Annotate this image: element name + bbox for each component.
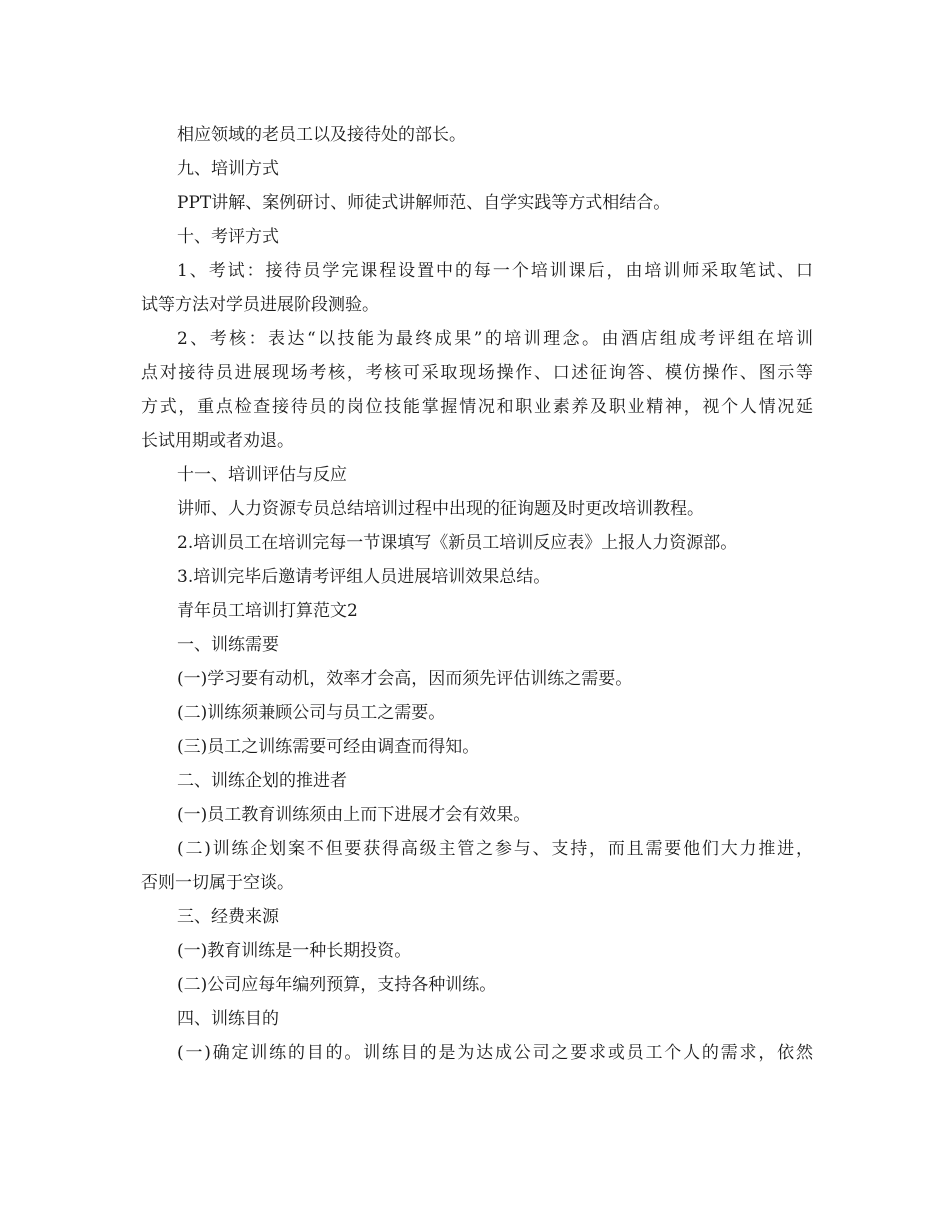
- text-line: (三)员工之训练需要可经由调查而得知。: [177, 737, 480, 757]
- text-line: 否则一切属于空谈。: [141, 873, 294, 893]
- text-line: 2.培训员工在培训完每一节课填写《新员工培训反应表》上报人力资源部。: [177, 533, 738, 553]
- text-line: 十、考评方式: [177, 227, 279, 247]
- text-line: (二)训练须兼顾公司与员工之需要。: [177, 703, 446, 723]
- text-line: (一)教育训练是一种长期投资。: [177, 941, 412, 961]
- text-line: 方式，重点检查接待员的岗位技能掌握情况和职业素养及职业精神，视个人情况延: [141, 397, 813, 417]
- text-line: 3.培训完毕后邀请考评组人员进展培训效果总结。: [177, 567, 551, 587]
- text-line: 长试用期或者劝退。: [141, 431, 294, 451]
- text-line: (一)员工教育训练须由上而下进展才会有效果。: [177, 805, 531, 825]
- text-line: 一、训练需要: [177, 635, 279, 655]
- text-line: 试等方法对学员进展阶段测验。: [141, 295, 379, 315]
- text-line: 三、经费来源: [177, 907, 279, 927]
- text-line: 1、考试：接待员学完课程设置中的每一个培训课后，由培训师采取笔试、口: [177, 261, 813, 281]
- text-line: 青年员工培训打算范文2: [177, 601, 358, 621]
- text-line: 九、培训方式: [177, 159, 279, 179]
- text-line: 讲师、人力资源专员总结培训过程中出现的征询题及时更改培训教程。: [177, 499, 704, 519]
- document-body: [141, 118, 813, 1070]
- text-line: 二、训练企划的推进者: [177, 771, 347, 791]
- text-line: 四、训练目的: [177, 1009, 279, 1029]
- text-line: 十一、培训评估与反应: [177, 465, 347, 485]
- text-line: 相应领域的老员工以及接待处的部长。: [177, 125, 466, 145]
- text-line: 2、考核：表达“以技能为最终成果”的培训理念。由酒店组成考评组在培训: [177, 329, 813, 349]
- text-line: PPT讲解、案例研讨、师徒式讲解师范、自学实践等方式相结合。: [177, 193, 671, 213]
- text-line: (一)学习要有动机，效率才会高，因而须先评估训练之需要。: [177, 669, 633, 689]
- text-line: (一)确定训练的目的。训练目的是为达成公司之要求或员工个人的需求，依然: [177, 1043, 813, 1063]
- text-line: 点对接待员进展现场考核，考核可采取现场操作、口述征询答、模仿操作、图示等: [141, 363, 813, 383]
- text-line: (二)公司应每年编列预算，支持各种训练。: [177, 975, 497, 995]
- text-line: (二)训练企划案不但要获得高级主管之参与、支持，而且需要他们大力推进，: [177, 839, 813, 859]
